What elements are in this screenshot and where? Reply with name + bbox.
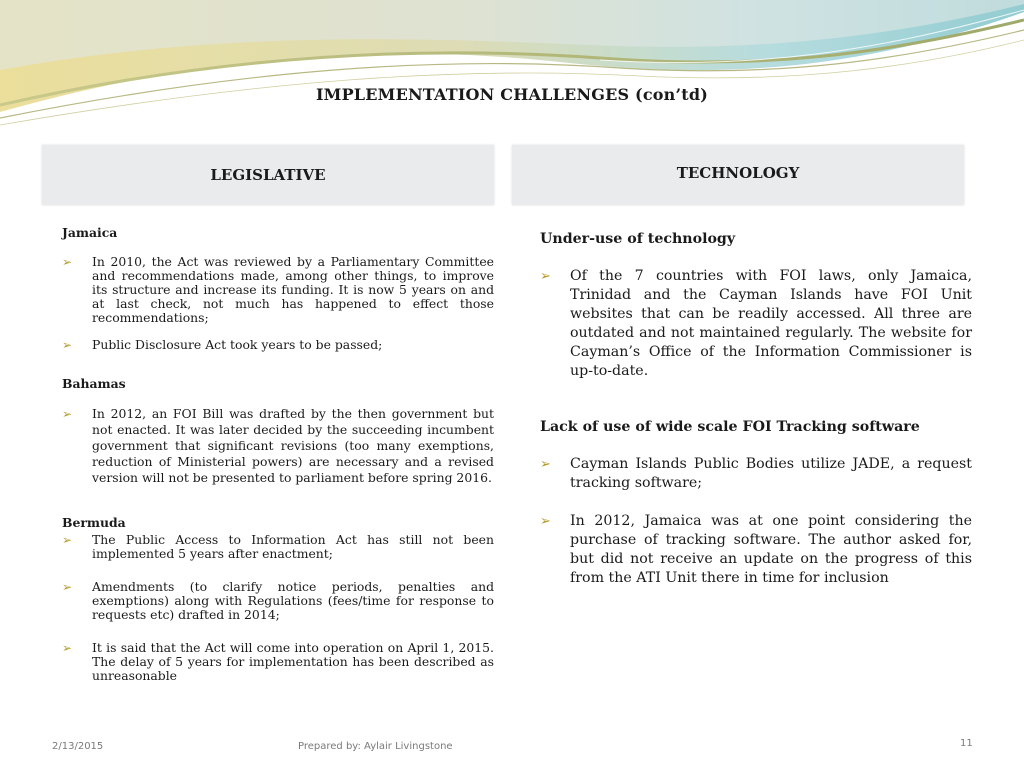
arrow-bullet-icon: ➢ <box>62 533 73 547</box>
arrow-bullet-icon: ➢ <box>62 255 73 269</box>
arrow-bullet-icon: ➢ <box>62 407 73 421</box>
footer-prepared-by: Prepared by: Aylair Livingstone <box>298 741 453 752</box>
technology-header-label: TECHNOLOGY <box>676 164 800 182</box>
bahamas-heading: Bahamas <box>62 376 126 391</box>
jamaica-heading: Jamaica <box>62 225 118 240</box>
legislative-header <box>42 145 494 205</box>
bermuda-heading: Bermuda <box>62 515 126 530</box>
technology-header <box>512 145 964 205</box>
arrow-bullet-icon: ➢ <box>540 457 551 472</box>
list-item: ➢ In 2010, the Act was reviewed by a Parliamentary Committee and recommendations made, among other things, to improve its structure and increase its funding. It is now 5 years on and at last check, not much has happened to effect those recommendations; <box>62 254 494 325</box>
arrow-bullet-icon: ➢ <box>62 580 73 594</box>
slide-title: IMPLEMENTATION CHALLENGES (con’td) <box>315 85 708 104</box>
list-item: ➢ Public Disclosure Act took years to be passed; <box>62 337 383 352</box>
arrow-bullet-icon: ➢ <box>540 514 551 529</box>
arrow-bullet-icon: ➢ <box>62 338 73 352</box>
arrow-bullet-icon: ➢ <box>540 269 551 284</box>
footer-date: 2/13/2015 <box>52 741 104 752</box>
list-item: ➢ Amendments (to clarify notice periods, penalties and exemptions) along with Regulations (fees/time for response to requests etc) drafted in 2014; <box>62 579 494 622</box>
page-number: 11 <box>960 738 973 749</box>
legislative-column <box>62 226 494 683</box>
tracking-heading: Lack of use of wide scale FOI Tracking software <box>540 419 920 435</box>
list-item: ➢ The Public Access to Information Act has still not been implemented 5 years after enactment; <box>62 532 494 561</box>
list-item: ➢ In 2012, an FOI Bill was drafted by the then government but not enacted. It was later decided by the succeeding incumbent government that significant revisions (too many exemptions, reduction of Ministerial powers) are necessary and a revised version will not be presented to parliament before spring 2016. <box>62 406 494 485</box>
technology-column <box>540 230 972 588</box>
list-item: ➢ Cayman Islands Public Bodies utilize JADE, a request tracking software; <box>540 456 972 491</box>
underuse-heading: Under-use of technology <box>540 231 736 247</box>
arrow-bullet-icon: ➢ <box>62 641 73 655</box>
list-item: ➢ It is said that the Act will come into operation on April 1, 2015. The delay of 5 years for implementation has been described as unreasonable <box>62 640 494 683</box>
decorative-header-swoosh <box>0 0 1024 130</box>
list-item: ➢ Of the 7 countries with FOI laws, only Jamaica, Trinidad and the Cayman Islands have FOI Unit websites that can be readily accessed. All three are outdated and not maintained regularly. The website for Cayman’s Office of the Information Commissioner is up-to-date. <box>540 268 972 379</box>
legislative-header-label: LEGISLATIVE <box>210 166 326 184</box>
list-item: ➢ In 2012, Jamaica was at one point considering the purchase of tracking software. The author asked for, but did not receive an update on the progress of this from the ATI Unit there in time for inclusion <box>540 513 972 586</box>
